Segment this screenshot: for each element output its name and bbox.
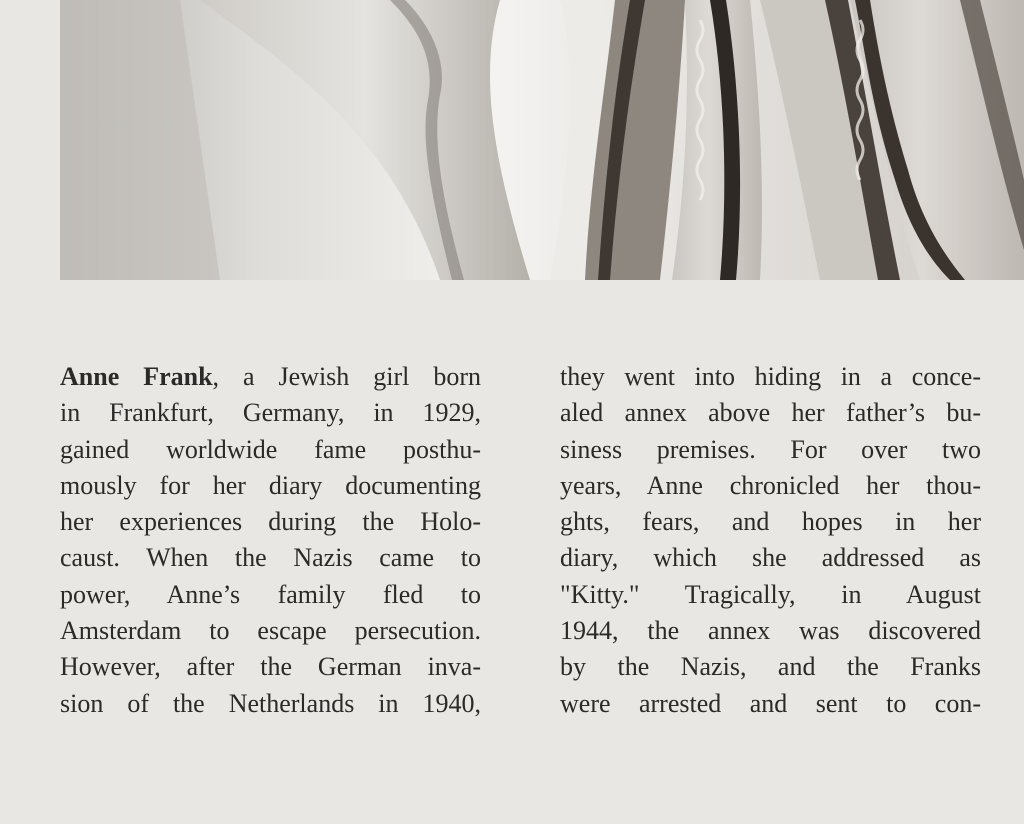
- article-line: caust. When the Nazis came to: [60, 543, 481, 573]
- article-line: "Kitty." Tragically, in August: [560, 579, 981, 609]
- article-line: her experiences during the Holo-: [60, 507, 481, 537]
- article-line: by the Nazis, and the Franks: [560, 652, 981, 682]
- article-line: sion of the Netherlands in 1940,: [60, 688, 481, 718]
- article-line: power, Anne’s family fled to: [60, 579, 481, 609]
- article-line: siness premises. For over two: [560, 434, 981, 464]
- article-line: However, after the German inva-: [60, 652, 481, 682]
- intro-text: , a Jewish girl born: [212, 362, 481, 391]
- article-line: mously for her diary documenting: [60, 470, 481, 500]
- article-line: they went into hiding in a conce-: [560, 362, 981, 391]
- article-line: were arrested and sent to con-: [560, 688, 981, 718]
- article-line: diary, which she addressed as: [560, 543, 981, 573]
- article-column-left: [60, 359, 481, 722]
- article-line: Amsterdam to escape persecution.: [60, 616, 481, 646]
- article-line: ghts, fears, and hopes in her: [560, 507, 981, 537]
- article-line: 1944, the annex was discovered: [560, 616, 981, 646]
- article-line: aled annex above her father’s bu-: [560, 398, 981, 428]
- article-line: [60, 359, 481, 395]
- article-line: gained worldwide fame posthu-: [60, 434, 481, 464]
- historical-photo: [60, 0, 1024, 280]
- article-column-right: [560, 359, 981, 722]
- subject-name: Anne Frank: [60, 362, 213, 391]
- article-line: in Frankfurt, Germany, in 1929,: [60, 398, 481, 428]
- article-line: years, Anne chronicled her thou-: [560, 470, 981, 500]
- photo-illustration: [60, 0, 1024, 280]
